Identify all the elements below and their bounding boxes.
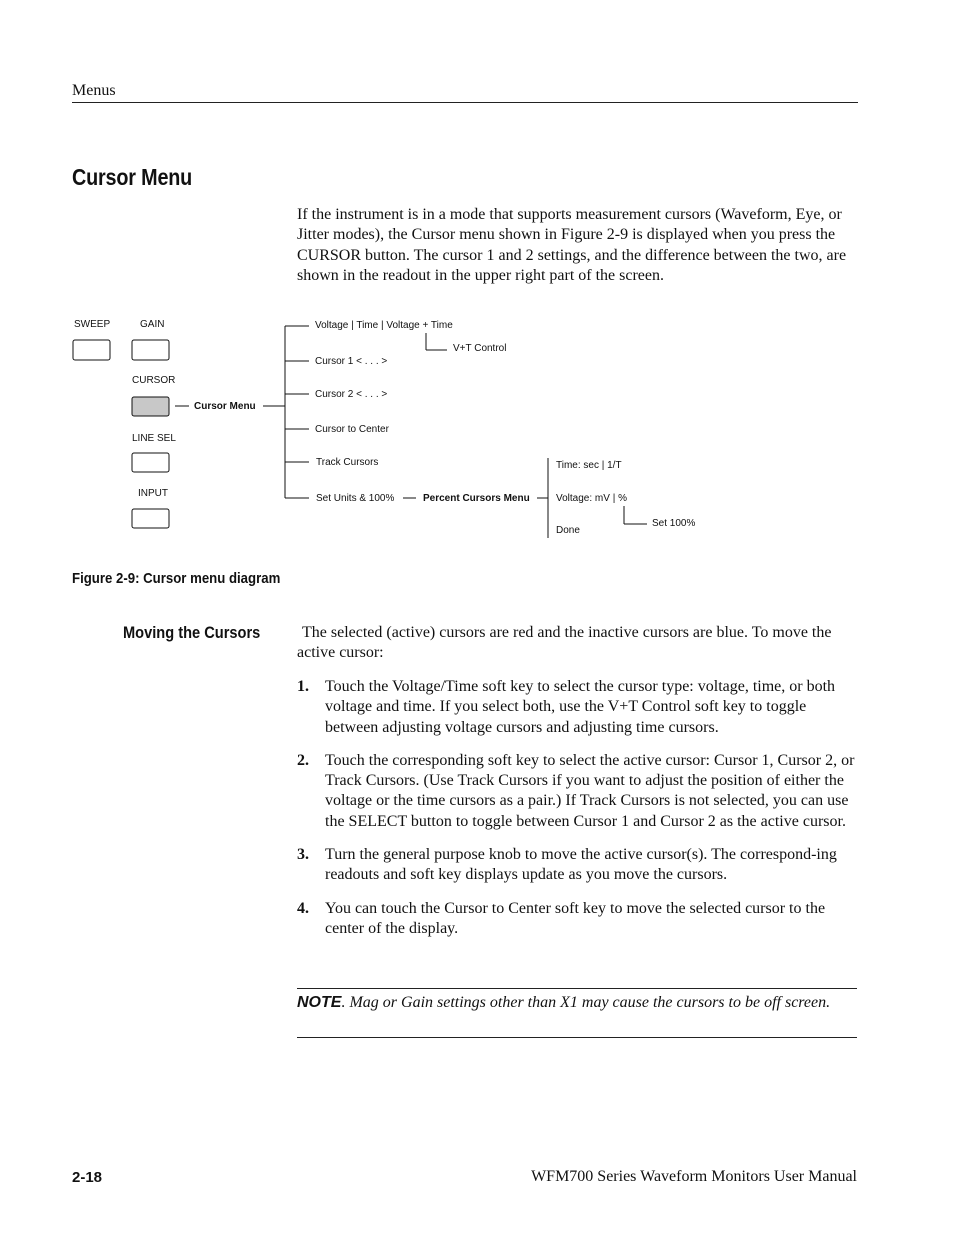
list-item (297, 899, 857, 940)
percent-item-time: Time: sec | 1/T (556, 460, 622, 471)
cursor-label: CURSOR (132, 375, 176, 386)
percent-item-set100: Set 100% (652, 518, 696, 529)
note-rule (297, 1037, 857, 1038)
percent-item-done: Done (556, 525, 580, 536)
step-text: Turn the general purpose knob to move the active cursor(s). The correspond-ing readouts and soft key displays update as you move the cursors. (325, 846, 837, 884)
sweep-button[interactable] (73, 340, 110, 360)
menu-item-cursor1: Cursor 1 < . . . > (315, 356, 388, 367)
menu-item-voltage-time: Voltage | Time | Voltage + Time (315, 320, 453, 331)
percent-menu-label: Percent Cursors Menu (423, 493, 530, 504)
page-title: Cursor Menu (72, 164, 193, 190)
section-heading: Moving the Cursors (123, 623, 261, 642)
manual-title: WFM700 Series Waveform Monitors User Manual (531, 1168, 857, 1185)
menu-item-cursor-center: Cursor to Center (315, 424, 389, 435)
menu-item-vt-control: V+T Control (453, 343, 507, 354)
line-sel-button[interactable] (132, 453, 169, 472)
list-item (297, 845, 857, 886)
percent-item-voltage: Voltage: mV | % (556, 493, 627, 504)
line-sel-label: LINE SEL (132, 433, 176, 444)
gain-label: GAIN (140, 319, 165, 330)
list-item (297, 677, 857, 738)
menu-item-set-units: Set Units & 100% (316, 493, 395, 504)
cursor-button[interactable] (132, 397, 169, 416)
list-item (297, 751, 857, 832)
step-number: 3. (297, 846, 309, 864)
note-rule (297, 988, 857, 989)
steps-list (297, 677, 857, 952)
step-text: Touch the Voltage/Time soft key to select the cursor type: voltage, time, or both voltage and time. If you select both, use the V+T Control soft key to toggle between adjusting voltage cursors and adjusting time cursors. (325, 678, 836, 736)
section-paragraph: The selected (active) cursors are red and the inactive cursors are blue. To move the active cursor: (297, 624, 832, 662)
note-label: NOTE (297, 994, 342, 1011)
cursor-menu-diagram (0, 0, 954, 560)
page-number: 2-18 (72, 1169, 103, 1186)
running-header: Menus (72, 82, 116, 99)
cursor-menu-label: Cursor Menu (194, 401, 256, 412)
step-number: 2. (297, 751, 309, 769)
step-number: 4. (297, 899, 309, 917)
step-number: 1. (297, 678, 309, 695)
intro-paragraph: If the instrument is in a mode that supports measurement cursors (Waveform, Eye, or Jitter modes), the Cursor menu shown in Figure 2-9 is displayed when you press the CURSOR button. The cursor 1 and 2 settings, and the difference between the two, are shown in the readout in the upper right part of the screen. (297, 206, 847, 284)
note-block (297, 992, 857, 1013)
input-label: INPUT (138, 488, 168, 499)
input-button[interactable] (132, 509, 169, 528)
step-text: You can touch the Cursor to Center soft key to move the selected cursor to the center of the display. (325, 899, 826, 937)
menu-item-cursor2: Cursor 2 < . . . > (315, 389, 388, 400)
figure-caption: Figure 2-9: Cursor menu diagram (72, 570, 281, 587)
gain-button[interactable] (132, 340, 169, 360)
sweep-label: SWEEP (74, 319, 111, 330)
menu-item-track-cursors: Track Cursors (316, 457, 379, 468)
step-text: Touch the corresponding soft key to select the active cursor: Cursor 1, Cursor 2, or Track Cursors. (Use Track Cursors if you want to adjust the position of either the voltage or the time cursors as a pair.) If Track Cursors is not selected, you can use the SELECT button to toggle between Cursor 1 and Cursor 2 as the active cursor. (325, 751, 855, 830)
note-text: . Mag or Gain settings other than X1 may cause the cursors to be off screen. (341, 994, 831, 1011)
